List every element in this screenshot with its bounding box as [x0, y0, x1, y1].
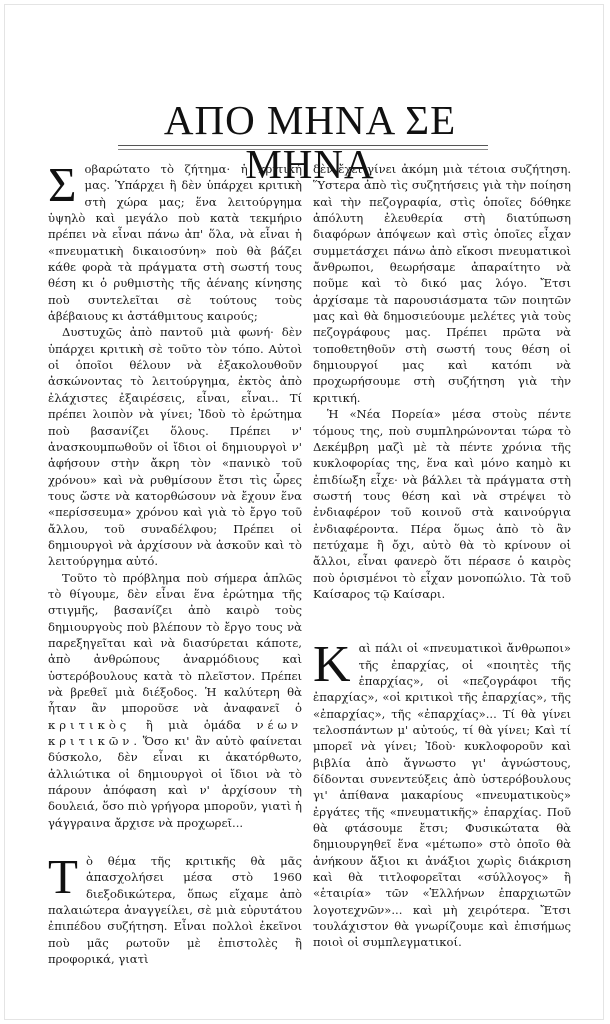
- left-column: [48, 157, 302, 968]
- paragraph: [48, 570, 302, 832]
- drop-cap-kappa: Κ: [313, 636, 351, 694]
- article-section-1960: [48, 849, 302, 967]
- title-rule-top: [118, 145, 488, 146]
- paragraph: οβαρώτατο τὸ ζήτημα· ἡ κριτική μας. Ὑπάρχει ἢ δὲν ὑπάρχει κριτικὴ στὴ χώρα μας; ἕνα λειτούργημα ὑψηλὸ καὶ μεγάλο ποὺ κατὰ τεκμήριο πρέπει νὰ εἶναι πάνω ἀπ' ὅλα, νὰ εἶναι ἡ «πνευματικὴ δικαιοσύνη» ποὺ θὰ βάζει κάθε φορὰ τὰ πράγματα στὴ σωστή τους θέση κι ὁ ρυθμιστὴς τῆς ἀέναης κίνησης ποὺ συντελεῖται σὲ τούτους τοὺς ἀβέβαιους κι ἀστάθμιτους καιρούς;: [48, 162, 302, 324]
- paragraph-text: . Ὅσο κι' ἂν αὐτὸ φαίνεται δύσκολο, δὲν εἶναι κι ἀκατόρθωτο, ἀλλιώτικα οἱ δημιουργοὶ οἱ ἴδιοι νὰ τὸ πάρουν ἀπόφαση καὶ ν' ἀρχίσουν τὴ δουλειά, ὅσο πιὸ γρήγορα μποροῦν, γιατὶ ἡ γάγγραινα ἄρχισε νὰ προχωρεῖ...: [48, 734, 302, 830]
- article-section-continued: [313, 161, 571, 602]
- paragraph-text: Τοῦτο τὸ πρόβλημα ποὺ σήμερα ἁπλῶς τὸ θίγουμε, δὲν εἶναι ἕνα ἐρώτημα τῆς στιγμῆς, βασανίζει ἀπὸ καιρὸ τοὺς δημιουργοὺς ποὺ βλέπουν τὸ ἔργο τους νὰ παρεξηγεῖται καὶ νὰ διασύρεται κάποτε, ἀπὸ ἀνθρώπους ἀναρμόδιους καὶ ὑστερόβουλους κατὰ τὸ πλεῖστον. Πρέπει νὰ βρεθεῖ μιὰ διέξοδος. Ἡ καλύτερη θὰ ἦταν ἂν μποροῦσε νὰ ἀναφανεῖ ὁ: [48, 570, 302, 716]
- paragraph: Δυστυχῶς ἀπὸ παντοῦ μιὰ φωνή· δὲν ὑπάρχει κριτικὴ σὲ τοῦτο τὸν τόπο. Αὐτοὶ οἱ ὁποῖοι θέλουν νὰ ἐξακολουθοῦν ἀσκώνοντας τὸ λειτούργημα, ἐκτὸς ἀπὸ ἐλάχιστες ἐξαιρέσεις, εἶναι, εἶναι.. Τί πρέπει λοιπὸν νὰ γίνει; Ἰδοὺ τὸ ἐρώτημα ποὺ βασανίζει ὅλους. Πρέπει ν' ἀνασκουμπωθοῦν οἱ ἴδιοι οἱ δημιουργοὶ ν' ἀφήσουν στὴν ἄκρη τὸν «πανικὸ τοῦ χρόνου» καὶ νὰ ρυθμίσουν ἔτσι τὶς ὧρες τους ὥστε νὰ κατορθώσουν νὰ ἔχουν ἕνα «περίσσευμα» χρόνου καὶ γιὰ τὸ ἔργο τοῦ ἄλλου, τοῦ συναδέλφου; Πρέπει οἱ δημιουργοὶ νὰ ἀρχίσουν νὰ ἀσκοῦν καὶ τὸ λειτούργημα αὐτό.: [48, 325, 302, 569]
- paragraph: αὶ πάλι οἱ «πνευματικοὶ ἄνθρωποι» τῆς ἐπαρχίας, οἱ «ποιητὲς τῆς ἐπαρχίας», οἱ «πεζογράφοι τῆς ἐπαρχίας», «οἱ κριτικοὶ τῆς ἐπαρχίας», τῆς «ἐπαρχίας», τῆς «ἐπαρχίας»... Τί θὰ γίνει τελοσπάντων μ' αὐτούς, τί θὰ γίνει; Καὶ τί μπορεῖ νὰ γίνει; Ἰδοὺ· κυκλοφοροῦν καὶ βιβλία ἀπὸ ἄγνωστο γι' ἀγνώστους, δίδονται συνεντεύξεις ἀπὸ ὑστερόβουλους γι' ἀπίθανα μακαρίους «πνευματικοὺς» ἐργάτες τῆς «πνευματικῆς» ἐπαρχίας. Ποῦ θὰ φτάσουμε ἔτσι; Φυσικώτατα θὰ δημιουργηθεῖ ἕνα «μέτωπο» στὸ ὁποῖο θὰ ἀνήκουν ἄξιοι κι ἀνάξιοι χωρὶς διάκριση καὶ θὰ τιτλοφορεῖται «σύλλογος» ἢ «ἑταιρία» τῶν «Ἑλλήνων ἐπαρχιωτῶν λογοτεχνῶν»... καὶ μὴ χειρότερα. Ἔτσι τουλάχιστον θὰ γνωρίζουμε καὶ ἐπισήμως ποιοὶ οἱ συμπλεγματικοί.: [313, 641, 571, 950]
- article-section-criticism: [48, 157, 302, 831]
- article-section-province: [313, 636, 571, 951]
- paragraph-text: ἢ μιὰ ὁμάδα: [130, 717, 257, 732]
- page-title: ΑΠΟ ΜΗΝΑ ΣΕ ΜΗΝΑ: [163, 97, 457, 187]
- paragraph: δὲν ἔχει γίνει ἀκόμη μιὰ τέτοια συζήτηση. Ὕστερα ἀπὸ τὶς συζητήσεις γιὰ τὴν ποίηση καὶ τὴν πεζογραφία, στὶς ὁποῖες δόθηκε ἀπόλυτη ἐλευθερία στὴ διατύπωση διαφόρων ἀπόψεων καὶ στὶς ὁποῖες εἶχαν συμμετάσχει πάνω ἀπὸ εἴκοσι πνευματικοὶ ἄνθρωποι, θεωρήσαμε ἀπαραίτητο νὰ ποῦμε καὶ τὸ δικό μας λόγο. Ἔτσι ἀρχίσαμε τὰ παρουσιάσματα τῶν ποιητῶν μας καὶ θὰ δημοσιεύουμε μελέτες γιὰ τοὺς πεζογράφους μας. Πρέπει πρῶτα νὰ τοποθετηθοῦν στὴ σωστή τους θέση οἱ δημιουργοί μας καὶ κατόπι νὰ προχωρήσουμε στὴ συζήτηση γιὰ τὴν κριτική.: [313, 162, 571, 405]
- title-rule-bottom: [118, 149, 488, 150]
- emphasis-text: κριτικὸς: [48, 717, 131, 732]
- drop-cap-sigma: Σ: [48, 157, 77, 212]
- drop-cap-tau: Τ: [48, 849, 78, 905]
- paragraph: Ἡ «Νέα Πορεία» μέσα στοὺς πέντε τόμους της, ποὺ συμπληρώνονται τώρα τὸ Δεκέμβρη μαζὶ μὲ τὰ πέντε χρόνια τῆς κυκλοφορίας της, ἕνα καὶ μόνο καημὸ κι ἐπιδίωξη εἶχε· νὰ βάλλει τὰ πράγματα στὴ σωστή τους θέση καὶ νὰ στρέψει τὸ ἐνδιαφέρον τοῦ κοινοῦ στὰ καινούργια ἐνδιαφέροντα. Πέρα ὅμως ἀπὸ τὸ ἂν πετύχαμε ἢ ὄχι, αὐτὸ θὰ τὸ κρίνουν οἱ ἄλλοι, εἶναι φανερὸ ὅτι πέρασε ὁ καιρὸς ποὺ ὁρισμένοι τὸ εἶχαν μονοπώλιο. Τὰ τοῦ Καίσαρος τῷ Καίσαρι.: [313, 407, 571, 601]
- paragraph: ὸ θέμα τῆς κριτικῆς θὰ μᾶς ἀπασχολήσει μέσα στὸ 1960 διεξοδικώτερα, ὅπως εἴχαμε ἀπὸ παλαιώτερα ἀναγγείλει, σὲ μιὰ εὐρυτάτου ἐπιπέδου συζήτηση. Εἶναι πολλοὶ ἐκεῖνοι ποὺ μᾶς ρωτοῦν μὲ ἐπιστολὲς ἢ προφορικά, γιατὶ: [48, 854, 302, 967]
- right-column: [313, 161, 571, 951]
- emphasis-text: νέων κριτικῶν: [48, 717, 302, 749]
